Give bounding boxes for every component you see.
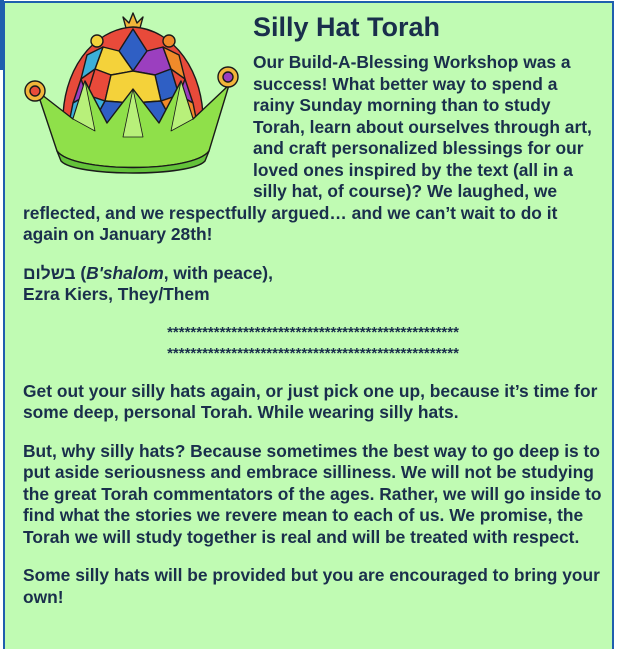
- signoff-hebrew: בשלום: [23, 262, 76, 283]
- signoff-translation: , with peace),: [163, 262, 273, 283]
- star-divider-line-2: **************************************************: [167, 344, 459, 362]
- signoff-transliteration: B'shalom: [86, 262, 164, 283]
- paragraph-bring-your-own: Some silly hats will be provided but you are encouraged to bring your own!: [23, 565, 600, 607]
- paragraph-silly-hats-again: Get out your silly hats again, or just pick one up, because it’s time for some deep, personal Torah. While wearing silly hats.: [23, 380, 598, 422]
- intro-paragraph: Our Build-A-Blessing Workshop was a success! What better way to spend a rainy Sunday morning than to study Torah, learn about ourselves through art, and craft personalized blessings for our loved ones inspired by the text (all in a silly hat, of course)? We laughed, we reflected, and we respectfully argued… and we can’t wait to do it again on January 28th!: [23, 52, 592, 244]
- star-divider: [23, 322, 603, 364]
- silly-hat-illustration: [23, 11, 239, 176]
- signoff-open-paren: (: [75, 262, 87, 283]
- flyer-panel: [3, 1, 614, 649]
- paragraph-why-silly-hats: But, why silly hats? Because sometimes the best way to go deep is to put aside seriousness and embrace silliness. We will not be studying the great Torah commentators of the ages. Rather, we will go inside to find what the stories we revere mean to each of us. We promise, the Torah we will study together is real and will be treated with respect.: [23, 440, 602, 547]
- signoff-name: Ezra Kiers, They/Them: [23, 284, 210, 304]
- star-divider-line-1: **************************************************: [167, 323, 459, 341]
- flyer-content: [23, 3, 603, 625]
- page-title: Silly Hat Torah: [253, 12, 441, 42]
- signoff-block: [23, 263, 603, 306]
